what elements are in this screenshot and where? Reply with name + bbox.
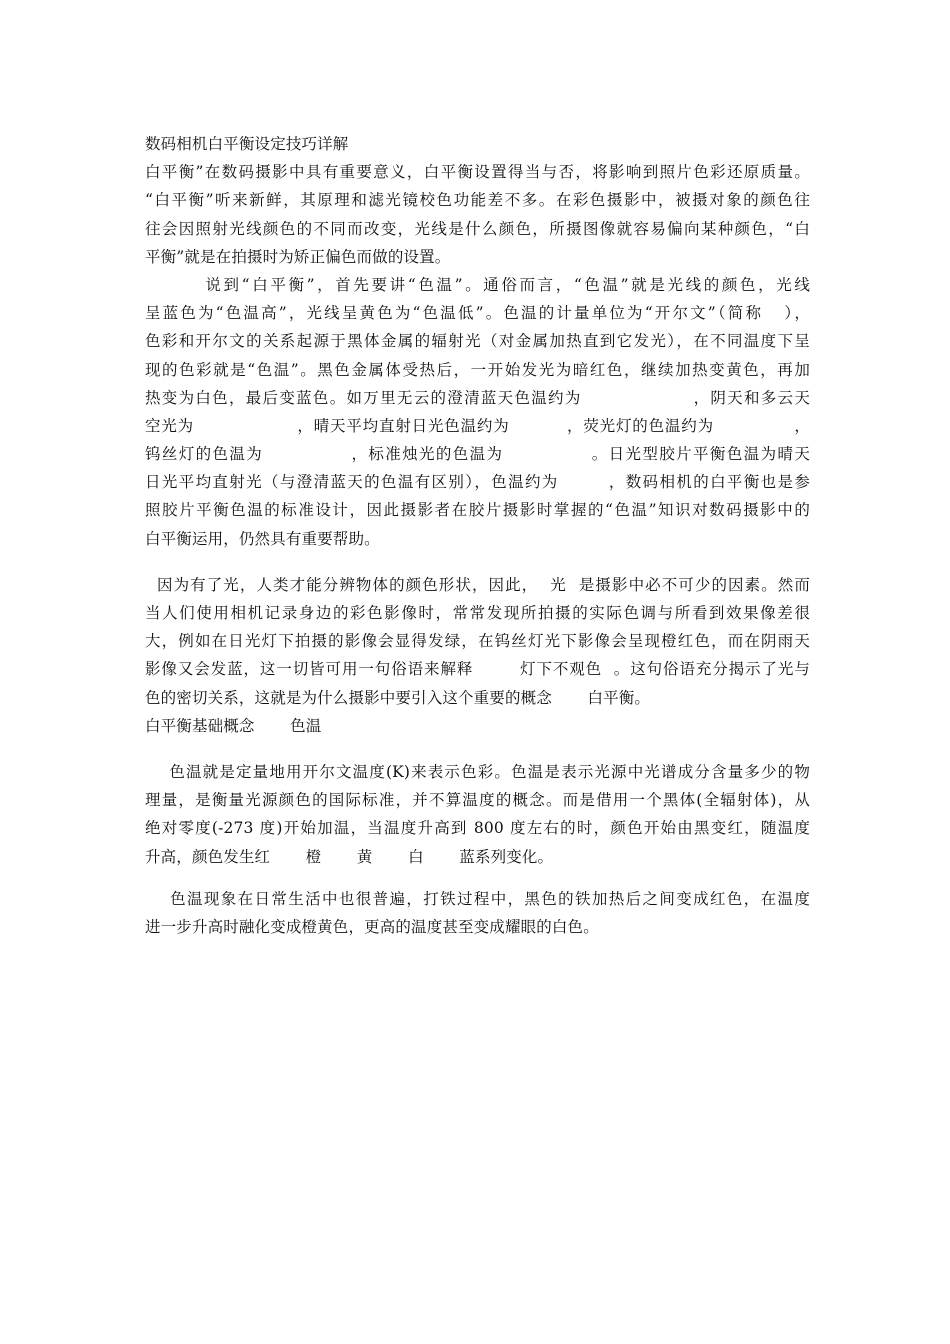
paragraph-3-line-5: 色的密切关系，这就是为什么摄影中要引入这个重要的概念 白平衡。 [145, 688, 651, 707]
paragraph-4-line-1: 色温就是定量地用开尔文温度(K)来表示色彩。色温是表示光源中光谱成分含量多少的物 [145, 762, 810, 781]
paragraph-2-line-2: 呈蓝色为“色温高”，光线呈黄色为“色温低”。色温的计量单位为“开尔文”（简称 ）， [145, 304, 810, 323]
section-heading: 白平衡基础概念 色温 [145, 716, 322, 735]
paragraph-1-line-3: 往会因照射光线颜色的不同而改变，光线是什么颜色，所摄图像就容易偏向某种颜色，“白 [145, 219, 810, 238]
paragraph-3-line-2: 当人们使用相机记录身边的彩色影像时，常常发现所拍摄的实际色调与所看到效果像差很 [145, 604, 810, 622]
paragraph-2-line-6: 空光为 ，晴天平均直射日光色温约为 ，荧光灯的色温约为 ， [145, 416, 810, 435]
paragraph-2-line-10: 白平衡运用，仍然具有重要帮助。 [145, 529, 380, 548]
paragraph-2-line-5: 热变为白色，最后变蓝色。如万里无云的澄清蓝天色温约为 ，阴天和多云天 [145, 388, 810, 407]
paragraph-2-line-3: 色彩和开尔文的关系起源于黑体金属的辐射光（对金属加热直到它发光），在不同温度下呈 [145, 332, 810, 351]
paragraph-4-line-3: 绝对零度(-273 度)开始加温，当温度升高到 800 度左右的时，颜色开始由黑变红，随温度 [145, 819, 810, 838]
paragraph-2-line-7: 钨丝灯的色温为 ，标准烛光的色温为 。日光型胶片平衡色温为晴天 [145, 445, 810, 464]
paragraph-1-line-1: 白平衡”在数码摄影中具有重要意义，白平衡设置得当与否，将影响到照片色彩还原质量。 [145, 163, 810, 182]
document-title: 数码相机白平衡设定技巧详解 [145, 135, 349, 153]
paragraph-2-line-4: 现的色彩就是“色温”。黑色金属体受热后，一开始发光为暗红色，继续加热变黄色，再加 [145, 360, 810, 379]
document-body [145, 130, 810, 941]
paragraph-1-line-2: “白平衡”听来新鲜，其原理和滤光镜校色功能差不多。在彩色摄影中，被摄对象的颜色往 [145, 191, 810, 210]
paragraph-5-line-1: 色温现象在日常生活中也很普遍，打铁过程中，黑色的铁加热后之间变成红色，在温度 [145, 889, 810, 908]
paragraph-spacer [145, 553, 810, 571]
paragraph-2-line-9: 照胶片平衡色温的标准设计，因此摄影者在胶片摄影时掌握的“色温”知识对数码摄影中的 [145, 501, 810, 520]
paragraph-3-line-4: 影像又会发蓝，这一切皆可用一句俗语来解释 灯下不观色 。这句俗语充分揭示了光与 [145, 660, 810, 679]
paragraph-4-line-4: 升高，颜色发生红 橙 黄 白 蓝系列变化。 [145, 847, 554, 866]
paragraph-spacer [145, 740, 810, 758]
paragraph-2-line-8: 日光平均直射光（与澄清蓝天的色温有区别），色温约为 ，数码相机的白平衡也是参 [145, 473, 810, 492]
paragraph-2-line-1: 说到“白平衡”，首先要讲“色温”。通俗而言，“色温”就是光线的颜色，光线 [145, 275, 810, 294]
paragraph-3-line-1: 因为有了光，人类才能分辨物体的颜色形状，因此， 光 是摄影中必不可少的因素。然而 [145, 575, 810, 594]
paragraph-3-line-3: 大，例如在日光灯下拍摄的影像会显得发绿，在钨丝灯光下影像会呈现橙红色，而在阴雨天 [145, 632, 810, 651]
paragraph-spacer [145, 871, 810, 885]
paragraph-5-line-2: 进一步升高时融化变成橙黄色，更高的温度甚至变成耀眼的白色。 [145, 917, 599, 936]
paragraph-1-line-4: 平衡”就是在拍摄时为矫正偏色而做的设置。 [145, 247, 451, 266]
paragraph-4-line-2: 理量，是衡量光源颜色的国际标准，并不算温度的概念。而是借用一个黑体(全辐射体)，从 [145, 791, 810, 810]
